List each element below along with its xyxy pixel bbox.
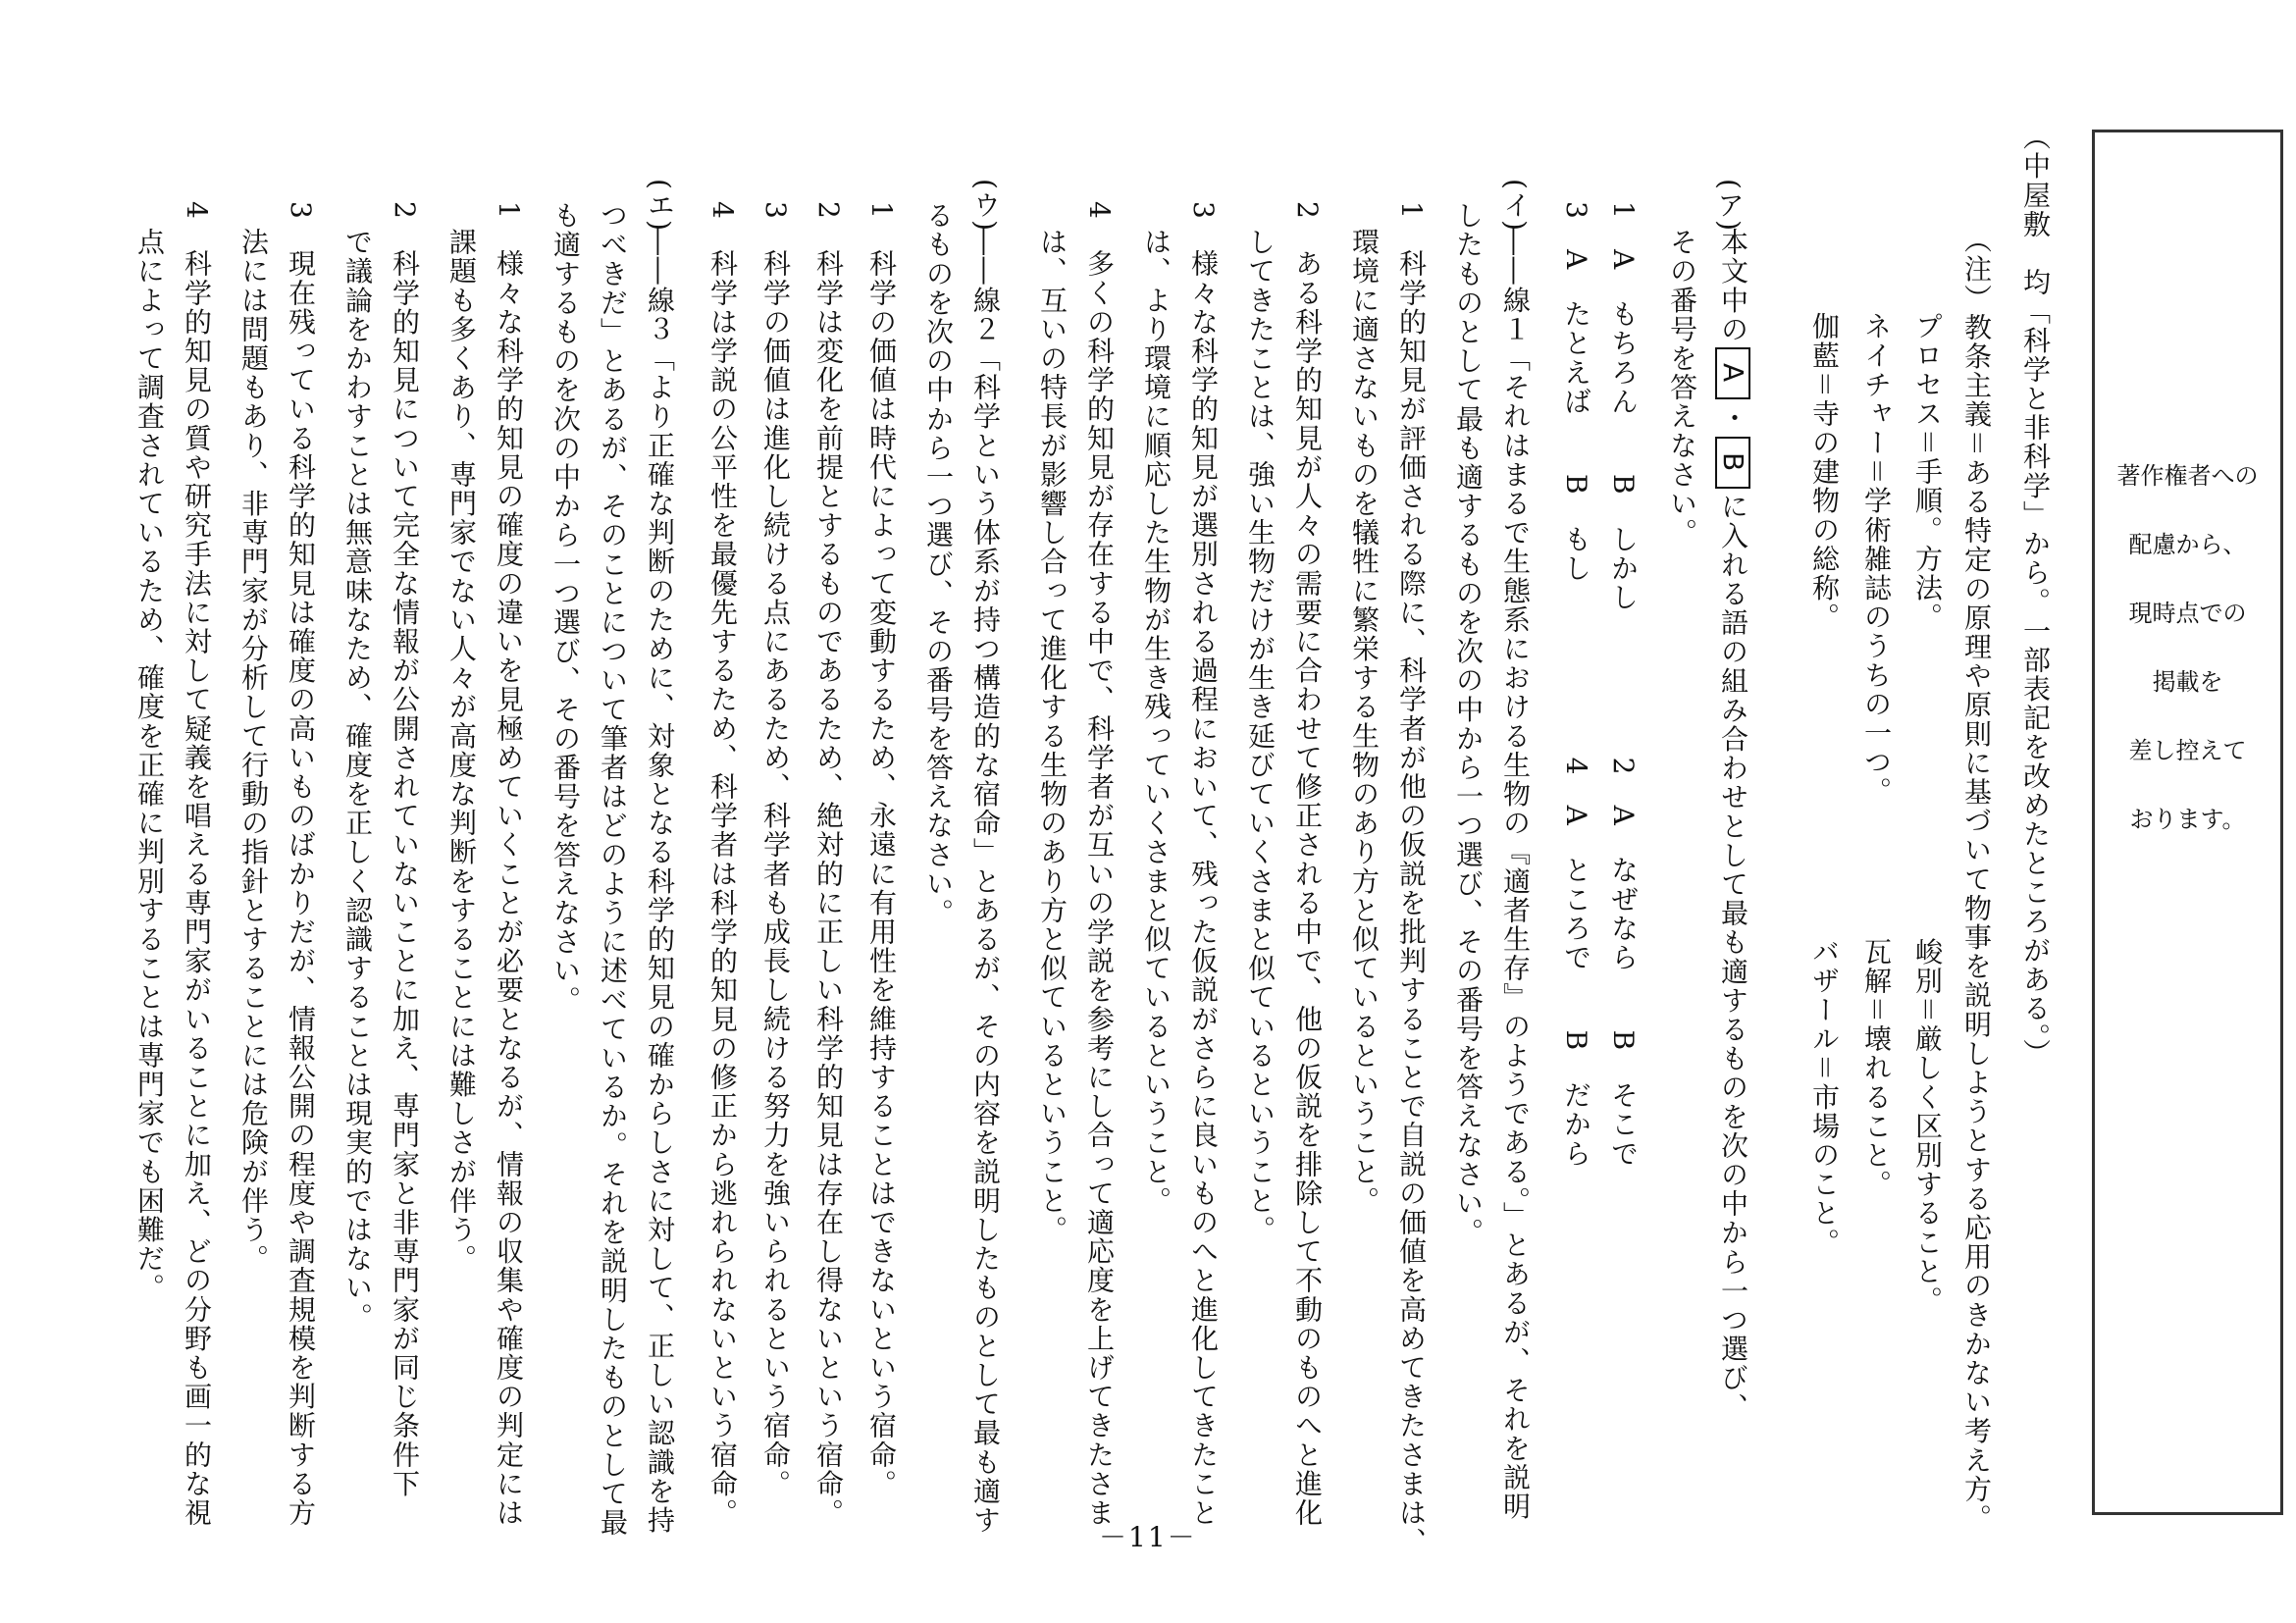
question-b-choice-3a: 3 様々な科学的知見が選別される過程において、残った仮説がさらに良いものへと進化してきたこと [1187,201,1220,1528]
question-a-text-post: に入れる語の組み合わせとして最も適するものを次の中から一つ選び、 [1717,492,1749,1422]
copyright-line-2: 配慮から、 [2128,531,2247,558]
question-a-dot: ・ [1717,403,1749,433]
note-line-4: 伽藍＝寺の建物の総称。 バザール＝市場のこと。 [1808,312,1841,1257]
question-d-marker: (エ) [644,179,676,233]
note-line-1: （注）教条主義＝ある特定の原理や原則に基づいて物事を説明しようとする応用のきかない考え方。 [1960,226,1993,1533]
question-c-line-2: るものを次の中から一つ選び、その番号を答えなさい。 [922,201,955,927]
question-d-choice-2a: 2 科学的知見について完全な情報が公開されていないことに加え、専門家と非専門家が同じ条件下 [389,201,421,1498]
copyright-line-5: 差し控えて [2128,737,2247,764]
copyright-line-3: 現時点での [2128,600,2247,627]
source-citation: （中屋敷 均「科学と非科学」から。一部表記を改めたところがある。） [2019,123,2052,1068]
question-b-choice-2a: 2 ある科学的知見が人々の需要に合わせて修正される中で、他の仮説を排除して不動のものへと進化 [1291,201,1324,1528]
question-d-line-3: も適するものを次の中から一つ選び、その番号を答えなさい。 [549,201,582,1015]
question-d-choice-1b: 課題も多くあり、専門家でない人々が高度な判断をすることには難しさが伴う。 [445,228,478,1274]
question-d-choice-4a: 4 科学的知見の質や研究手法に対して疑義を唱える専門家がいることに加え、どの分野も画一的な視 [181,201,213,1528]
question-d-choice-1a: 1 様々な科学的知見の確度の違いを見極めていくことが必要となるが、情報の収集や確度の判定には [493,201,525,1528]
question-d-line-2: つべきだ」とあるが、そのことについて筆者はどのように述べているか。それを説明したものとして最 [597,201,629,1538]
blank-box-b: B [1715,437,1750,489]
question-d-choice-3a: 3 現在残っている科学的知見は確度の高いものばかりだが、情報公開の程度や調査規模を判断する方 [285,201,317,1528]
question-b-choice-4a: 4 多くの科学的知見が存在する中で、科学者が互いの学説を参考にし合って適応度を上げてきたさま [1083,201,1116,1528]
question-b-choice-3b: は、より環境に順応した生物が生き残っていくさまと似ているということ。 [1140,228,1173,1216]
question-a-choices-row-1: 1 A もちろん B しかし 2 A なぜなら B そこで [1607,201,1640,1169]
question-c-choice-4: 4 科学は学説の公平性を最優先するため、科学者は科学的知見の修正から逃れられないという宿命。 [706,201,739,1528]
blank-box-a: A [1715,347,1750,399]
question-d-line-1: ――線３「より正確な判断のために、対象となる科学的知見の確からしさに対して、正しい認識を持 [644,228,676,1535]
question-a-prompt [1715,228,1750,1422]
question-b-choice-1b: 環境に適さないものを犠牲に繁栄する生物のあり方と似ているということ。 [1348,228,1381,1216]
question-a-marker: (ア) [1713,179,1746,233]
question-b-marker: (イ) [1499,179,1532,233]
question-b-line-1: ――線１「それはまるで生態系における生物の『適者生存』のようである。」とあるが、それを説明 [1499,228,1532,1521]
question-b-choice-1a: 1 科学的知見が評価される際に、科学者が他の仮説を批判することで自説の価値を高めてきたさまは、 [1395,201,1428,1557]
question-c-choice-1: 1 科学の価値は時代によって変動するため、永遠に有用性を維持することはできないという宿命。 [865,201,898,1498]
question-d-choice-2b: で議論をかわすことは無意味なため、確度を正しく認識することは現実的ではない。 [341,228,374,1332]
question-c-line-1: ――線２「科学という体系が持つ構造的な宿命」とあるが、その内容を説明したものとして最も適す [969,228,1002,1535]
question-d-choice-3b: 法には問題もあり、非専門家が分析して行動の指針とすることには危険が伴う。 [237,228,270,1274]
question-b-line-2: したものとして最も適するものを次の中から一つ選び、その番号を答えなさい。 [1452,201,1485,1247]
copyright-line-1: 著作権者への [2116,462,2259,490]
question-a-text-pre: 本文中の [1717,228,1749,344]
question-c-choice-3: 3 科学の価値は進化し続ける点にあるため、科学者も成長し続ける努力を強いられるという宿命。 [759,201,792,1498]
page-number: －11－ [1099,1521,1197,1553]
question-c-marker: (ウ) [969,179,1002,233]
copyright-line-4: 掲載を [2152,668,2223,696]
copyright-line-6: おります。 [2129,806,2246,833]
question-a-line-2: その番号を答えなさい。 [1666,228,1698,548]
note-line-2: プロセス＝手順。方法。 峻別＝厳しく区別すること。 [1911,312,1944,1315]
question-c-choice-2: 2 科学は変化を前提とするものであるため、絶対的に正しい科学的知見は存在し得ないという宿命。 [812,201,845,1528]
question-a-choices-row-2: 3 A たとえば B もし 4 A ところで B だから [1560,201,1592,1169]
question-d-choice-4b: 点によって調査されているため、確度を正確に判別することは専門家でも困難だ。 [133,228,166,1303]
question-b-choice-4b: は、互いの特長が影響し合って進化する生物のあり方と似ているということ。 [1036,228,1069,1244]
note-line-3: ネイチャー＝学術雑誌のうちの一つ。 瓦解＝壊れること。 [1860,312,1893,1199]
copyright-notice-box [2092,130,2283,1515]
question-b-choice-2b: してきたことは、強い生物だけが生き延びていくさまと似ているということ。 [1244,228,1277,1244]
